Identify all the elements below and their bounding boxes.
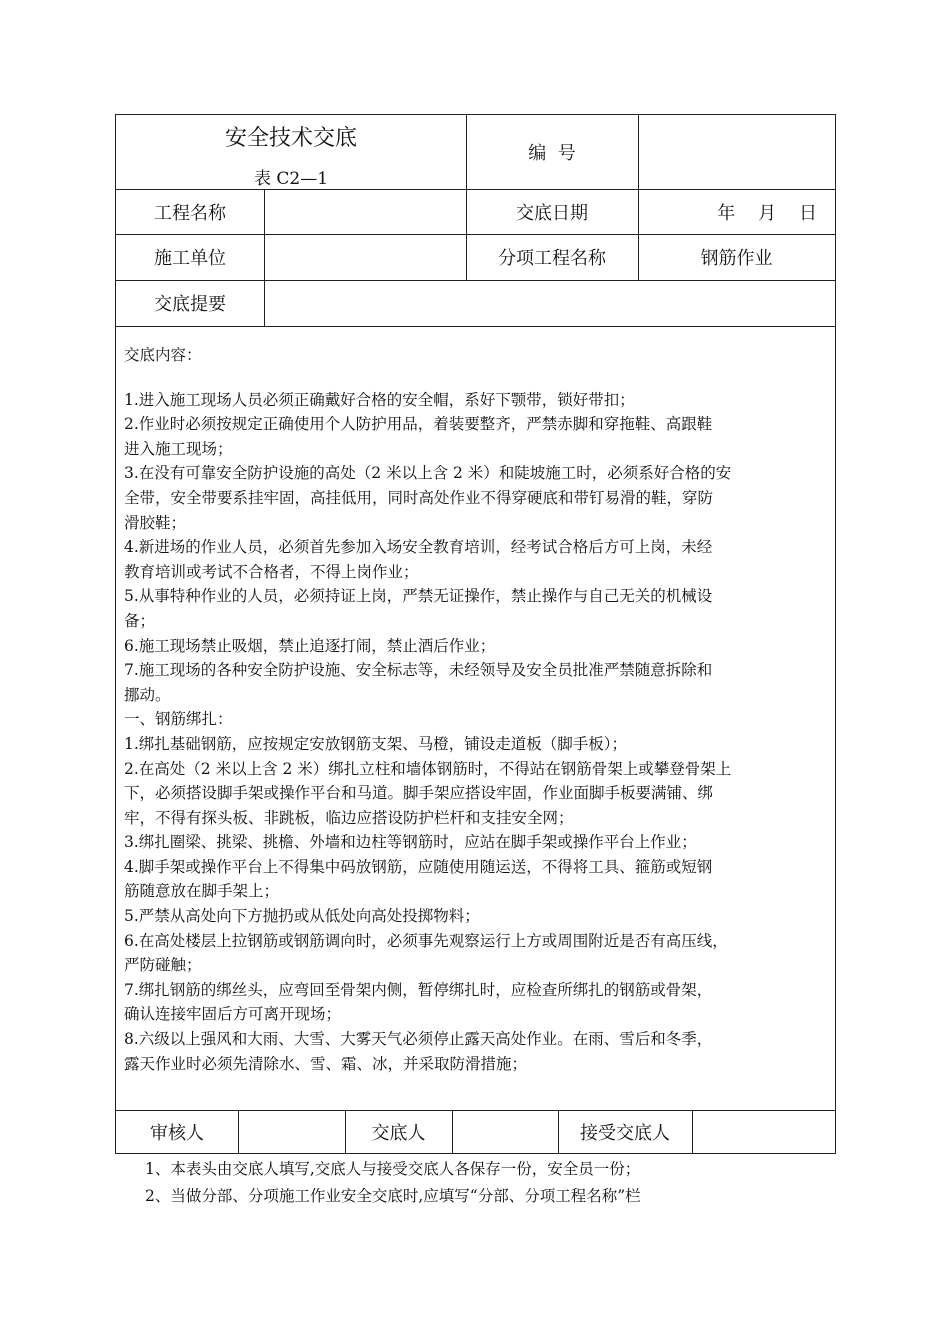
receiver-field[interactable] (692, 1110, 835, 1154)
number-field[interactable] (638, 115, 835, 189)
number-label: 编 号 (528, 143, 576, 164)
content-line: 滑胶鞋； (124, 513, 187, 532)
content-line: 7.施工现场的各种安全防护设施、安全标志等，未经领导及安全员批准严禁随意拆除和 (124, 661, 713, 680)
content-line: 3.在没有可靠安全防护设施的高处（2 米以上含 2 米）和陡坡施工时，必须系好合格的安 (124, 464, 732, 483)
footnotes (145, 1156, 641, 1210)
construction-unit-label: 施工单位 (154, 248, 226, 269)
content-line: 5.从事特种作业的人员，必须持证上岗，严禁无证操作，禁止操作与自己无关的机械设 (124, 587, 713, 606)
content-line: 6.施工现场禁止吸烟，禁止追逐打闹，禁止酒后作业； (124, 636, 496, 655)
project-name-field[interactable] (264, 189, 466, 234)
content-line: 一、钢筋绑扎： (124, 710, 233, 729)
form-code: 表 C2—1 (253, 168, 329, 189)
form-title: 安全技术交底 (224, 125, 357, 151)
footnote: 2、当做分部、分项施工作业安全交底时,应填写“分部、分项工程名称”栏 (145, 1187, 641, 1205)
content-line: 4.脚手架或操作平台上不得集中码放钢筋，应随使用随运送，不得将工具、箍筋或短钢 (124, 857, 713, 876)
content-line: 严防碰触； (124, 956, 202, 975)
content-line: 8.六级以上强风和大雨、大雪、大雾天气必须停止露天高处作业。在雨、雪后和冬季， (124, 1030, 713, 1049)
sub-project-label: 分项工程名称 (498, 248, 606, 269)
content-line: 教育培训或考试不合格者，不得上岗作业； (124, 562, 419, 581)
content-line: 1.进入施工现场人员必须正确戴好合格的安全帽，系好下颚带，锁好带扣； (124, 390, 635, 409)
content-line: 下，必须搭设脚手架或操作平台和马道。脚手架应搭设牢固，作业面脚手板要满铺、绑 (124, 784, 714, 803)
content-line: 进入施工现场； (124, 439, 233, 458)
reviewer-label: 审核人 (150, 1123, 204, 1144)
sub-project-field[interactable]: 钢筋作业 (700, 248, 773, 269)
summary-field[interactable] (264, 280, 835, 326)
row-divider (116, 326, 835, 327)
content-line: 1.绑扎基础钢筋，应按规定安放钢筋支架、马橙，铺设走道板（脚手板）； (124, 734, 628, 753)
content-line: 牢，不得有探头板、非跳板，临边应搭设防护栏杆和支挂安全网； (124, 808, 574, 827)
content-line: 7.绑扎钢筋的绑丝头，应弯回至骨架内侧，暂停绑扎时，应检查所绑扎的钢筋或骨架， (124, 980, 713, 999)
content-line: 全带，安全带要系挂牢固，高挂低用，同时高处作业不得穿硬底和带钉易滑的鞋，穿防 (124, 488, 714, 507)
construction-unit-field[interactable] (264, 234, 466, 280)
content-line: 4.新进场的作业人员，必须首先参加入场安全教育培训，经考试合格后方可上岗，未经 (124, 538, 713, 557)
content-line: 备； (124, 611, 156, 630)
content-line: 3.绑扎圈梁、挑梁、挑檐、外墙和边柱等钢筋时，应站在脚手架或操作平台上作业； (124, 833, 697, 852)
content-line: 6.在高处楼层上拉钢筋或钢筋调向时，必须事先观察运行上方或周围附近是否有高压线， (124, 931, 728, 950)
content-line: 筋随意放在脚手架上； (124, 882, 280, 901)
content-line: 2.作业时必须按规定正确使用个人防护用品，着装要整齐，严禁赤脚和穿拖鞋、高跟鞋 (124, 415, 713, 434)
content-heading: 交底内容： (124, 346, 202, 364)
content-line: 确认连接牢固后方可离开现场； (124, 1005, 342, 1024)
content-line: 5.严禁从高处向下方抛扔或从低处向高处投掷物料； (124, 907, 480, 926)
discloser-field[interactable] (452, 1110, 558, 1154)
footnote: 1、本表头由交底人填写,交底人与接受交底人各保存一份，安全员一份； (145, 1160, 641, 1178)
receiver-label: 接受交底人 (580, 1123, 670, 1144)
summary-label: 交底提要 (154, 294, 226, 315)
content-lines (124, 388, 824, 1077)
disclosure-content (124, 343, 824, 1076)
content-line: 2.在高处（2 米以上含 2 米）绑扎立柱和墙体钢筋时，不得站在钢筋骨架上或攀登骨架上 (124, 759, 732, 778)
reviewer-field[interactable] (238, 1110, 345, 1154)
date-label: 交底日期 (516, 202, 588, 224)
date-field[interactable]: 年 月 日 (717, 202, 817, 224)
project-name-label: 工程名称 (154, 202, 226, 224)
content-line: 露天作业时必须先清除水、雪、霜、冰，并采取防滑措施； (124, 1054, 528, 1073)
content-line: 挪动。 (124, 685, 171, 704)
discloser-label: 交底人 (371, 1123, 426, 1144)
